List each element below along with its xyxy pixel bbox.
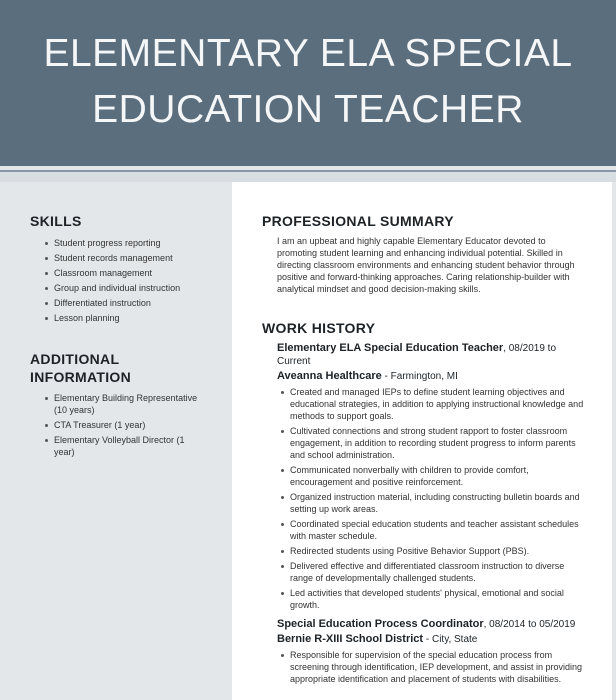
job-location: - Farmington, MI: [381, 371, 458, 382]
job-bullet: Cultivated connections and strong student rapport to foster classroom engagement, in addition to recording student progress to inform parents and school administration.: [281, 425, 587, 461]
job-bullet: Led activities that developed students' physical, emotional and social growth.: [281, 587, 587, 611]
title-line-1: ELEMENTARY ELA SPECIAL: [43, 32, 573, 75]
skill-item: Lesson planning: [45, 312, 225, 324]
job-bullet: Coordinated special education students and teacher assistant schedules with master schedule.: [281, 518, 587, 542]
additional-heading-line-1: ADDITIONAL: [30, 351, 120, 367]
job-title: Special Education Process Coordinator: [277, 618, 484, 630]
skill-item: Differentiated instruction: [45, 297, 225, 309]
job-bullet: Responsible for supervision of the special education process from screening through identification, IEP development, and assist in providing appropriate identification and placement of students with disabilities.: [281, 649, 587, 685]
header-banner: [0, 0, 616, 166]
job-bullet: Communicated nonverbally with children to provide comfort, encouragement and positive reinforcement.: [281, 464, 587, 488]
additional-item: Elementary Building Representative (10 years): [45, 392, 205, 416]
additional-info-heading: [30, 350, 210, 386]
job-company: Bernie R-XIII School District: [277, 633, 424, 645]
skill-item: Student records management: [45, 252, 225, 264]
job-company-line: [277, 632, 587, 647]
additional-info-list: [45, 392, 205, 461]
job-dates: , 08/2019 to Current: [277, 343, 557, 367]
job-bullet: Organized instruction material, including constructing bulletin boards and setting up work areas.: [281, 491, 587, 515]
job-bullet: Redirected students using Positive Behavior Support (PBS).: [281, 545, 587, 557]
header-shadow-band: [0, 172, 616, 182]
skill-item: Student progress reporting: [45, 237, 225, 249]
skill-item: Classroom management: [45, 267, 225, 279]
skill-item: Group and individual instruction: [45, 282, 225, 294]
job-bullets: [281, 386, 587, 611]
job-bullet: Created and managed IEPs to define student learning objectives and educational strategies, in addition to applying instructional knowledge and methods to support goals.: [281, 386, 587, 422]
job-location: - City, State: [423, 634, 478, 645]
job-entry: [277, 342, 587, 614]
title-line-2: EDUCATION TEACHER: [92, 88, 524, 131]
job-bullets: [281, 649, 587, 685]
sidebar: [0, 182, 232, 700]
job-company: Aveanna Healthcare: [277, 370, 382, 382]
additional-item: Elementary Volleyball Director (1 year): [45, 434, 205, 458]
job-title: Elementary ELA Special Education Teacher: [277, 342, 504, 354]
skills-list: [45, 237, 225, 327]
job-dates: , 08/2014 to 05/2019: [483, 619, 576, 630]
main-content: [232, 182, 612, 700]
skills-heading: SKILLS: [30, 213, 82, 229]
page-title: [0, 26, 616, 138]
additional-item: CTA Treasurer (1 year): [45, 419, 205, 431]
job-company-line: [277, 369, 587, 384]
job-entry: [277, 618, 587, 688]
additional-heading-line-2: INFORMATION: [30, 369, 132, 385]
work-history-heading: WORK HISTORY: [262, 320, 376, 336]
job-title-line: [277, 342, 587, 368]
job-title-line: [277, 618, 587, 631]
job-bullet: Delivered effective and differentiated classroom instruction to diverse range of developmentally challenged students.: [281, 560, 587, 584]
summary-heading: PROFESSIONAL SUMMARY: [262, 213, 454, 229]
summary-text: I am an upbeat and highly capable Elementary Educator devoted to promoting student learning and enhancing individual potential. Skilled in directing classroom environments and enhancing student behavior through positive and forward-thinking approaches. Caring relationship-builder with analytical mindset and good decision-making skills.: [277, 236, 575, 294]
